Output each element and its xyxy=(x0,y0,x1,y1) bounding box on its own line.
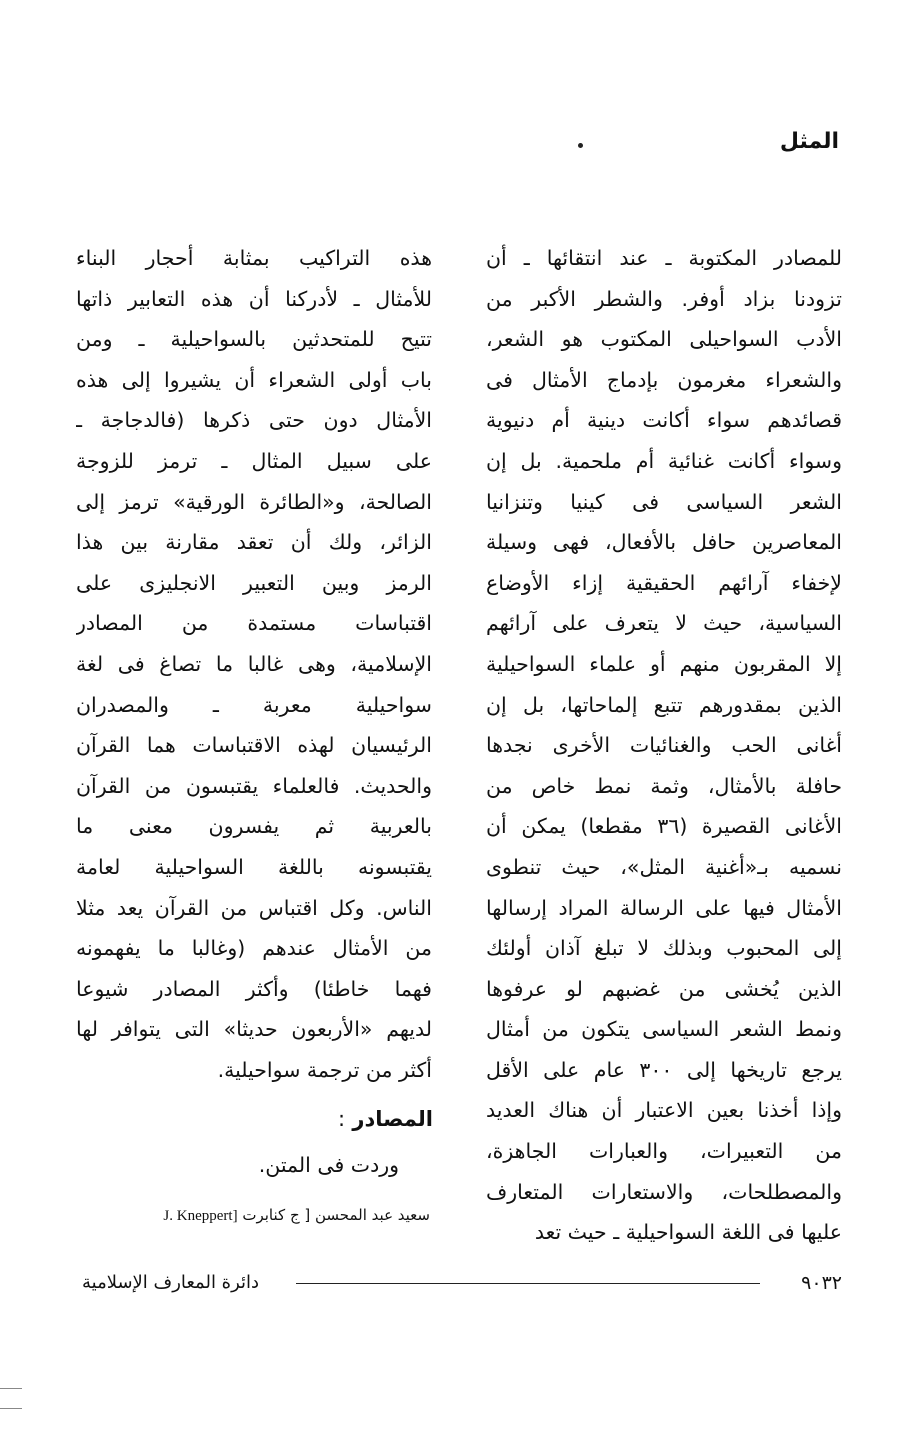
text-line: من الأمثال عندهم (وغالبا ما يفهمونه xyxy=(76,936,432,961)
text-line: تزودنا بزاد أوفر. والشطر الأكبر من xyxy=(486,286,842,311)
text-line: حافلة بالأمثال، وثمة نمط خاص من xyxy=(486,773,842,798)
text-line: من التعبيرات، والعبارات الجاهزة، xyxy=(486,1139,842,1164)
text-line: الزائر، ولك أن تعقد مقارنة بين هذا xyxy=(76,530,432,555)
text-line: الأدب السواحيلى المكتوب هو الشعر، xyxy=(486,327,842,352)
footer-rule xyxy=(296,1283,760,1284)
text-line: الشعر السياسى فى كينيا وتنزانيا xyxy=(486,489,842,514)
margin-tick xyxy=(0,1408,22,1409)
left-column xyxy=(76,238,432,1090)
text-line: الإسلامية، وهى غالبا ما تصاغ فى لغة xyxy=(76,651,432,676)
text-line: عليها فى اللغة السواحيلية ـ حيث تعد xyxy=(534,1220,842,1245)
sources-heading-label: المصادر xyxy=(352,1107,433,1131)
text-line: الصالحة، و«الطائرة الورقية» ترمز إلى xyxy=(76,489,432,514)
text-line: إلى المحبوب وبذلك لا تبلغ آذان أولئك xyxy=(486,936,842,961)
text-line: الرمز وبين التعبير الانجليزى على xyxy=(76,570,432,595)
text-line: هذه التراكيب بمثابة أحجار البناء xyxy=(76,246,432,270)
text-line: إلا المقربون منهم أو علماء السواحيلية xyxy=(486,651,842,676)
text-line: بالعربية ثم يفسرون معنى ما xyxy=(76,814,432,839)
text-line: قصائدهم سواء أكانت دينية أم دنيوية xyxy=(486,408,842,433)
text-line: فهما خاطئا) وأكثر المصادر شيوعا xyxy=(76,976,432,1001)
sources-heading xyxy=(338,1104,433,1134)
text-line: سواحيلية معربة ـ والمصدران xyxy=(76,692,432,717)
text-line: والمصطلحات، والاستعارات المتعارف xyxy=(486,1179,842,1204)
text-line: لإخفاء آرائهم الحقيقية إزاء الأوضاع xyxy=(486,570,842,595)
text-line: والشعراء مغرمون بإدماج الأمثال فى xyxy=(486,367,842,392)
text-line: للأمثال ـ لأدركنا أن هذه التعابير ذاتها xyxy=(76,286,432,311)
sources-heading-colon: : xyxy=(338,1107,346,1131)
text-line: أغانى الحب والغنائيات الأخرى نجدها xyxy=(486,733,842,758)
text-line: للمصادر المكتوبة ـ عند انتقائها ـ أن xyxy=(486,246,842,270)
page-number: ٩٠٣٢ xyxy=(801,1272,842,1294)
text-line: ونمط الشعر السياسى يتكون من أمثال xyxy=(486,1017,842,1042)
text-line: نسميه بـ«أغنية المثل»، حيث تنطوى xyxy=(486,854,842,879)
text-line: أكثر من ترجمة سواحيلية. xyxy=(217,1057,432,1082)
text-line: الرئيسيان لهذه الاقتباسات هما القرآن xyxy=(76,733,432,758)
text-line: يقتبسونه باللغة السواحيلية لعامة xyxy=(76,854,432,879)
text-line: والحديث. فالعلماء يقتبسون من القرآن xyxy=(76,773,432,798)
scan-speck xyxy=(578,143,583,148)
margin-tick xyxy=(0,1388,22,1389)
text-line: الأمثال دون حتى ذكرها (فالدجاجة ـ xyxy=(76,408,432,433)
text-line: على سبيل المثال ـ ترمز للزوجة xyxy=(76,448,432,473)
text-line: الأمثال فيها على الرسالة المراد إرسالها xyxy=(486,895,842,920)
page-footer xyxy=(82,1268,842,1298)
right-column xyxy=(486,238,842,1253)
text-line: الأغانى القصيرة (٣٦ مقطعا) يمكن أن xyxy=(486,814,842,839)
text-line: وسواء أكانت غنائية أم ملحمية. بل إن xyxy=(486,448,842,473)
text-line: تتيح للمتحدثين بالسواحيلية ـ ومن xyxy=(76,327,432,352)
author-signature xyxy=(163,1203,430,1228)
text-line: لديهم «الأربعون حديثا» التى يتوافر لها xyxy=(76,1017,432,1042)
text-line: الذين بمقدورهم تتبع إلماحاتها، بل إن xyxy=(486,692,842,717)
sources-text: وردت فى المتن. xyxy=(258,1153,399,1177)
journal-title: دائرة المعارف الإسلامية xyxy=(82,1272,260,1293)
text-line: المعاصرين حافل بالأفعال، فهى وسيلة xyxy=(486,530,842,555)
text-line: الناس. وكل اقتباس من القرآن يعد مثلا xyxy=(76,895,432,920)
text-line: يرجع تاريخها إلى ٣٠٠ عام على الأقل xyxy=(486,1057,842,1082)
text-line: اقتباسات مستمدة من المصادر xyxy=(76,611,432,636)
text-line: السياسية، حيث لا يتعرف على آرائهم xyxy=(486,611,842,636)
author-latin: J. Kneppert] xyxy=(163,1208,238,1224)
running-head: المثل xyxy=(779,129,839,154)
author-arabic: سعيد عبد المحسن [ ج كنابرت xyxy=(242,1206,430,1224)
text-line: وإذا أخذنا بعين الاعتبار أن هناك العديد xyxy=(486,1098,842,1123)
text-line: باب أولى الشعراء أن يشيروا إلى هذه xyxy=(76,367,432,392)
text-line: الذين يُخشى من غضبهم لو عرفوها xyxy=(486,976,842,1001)
